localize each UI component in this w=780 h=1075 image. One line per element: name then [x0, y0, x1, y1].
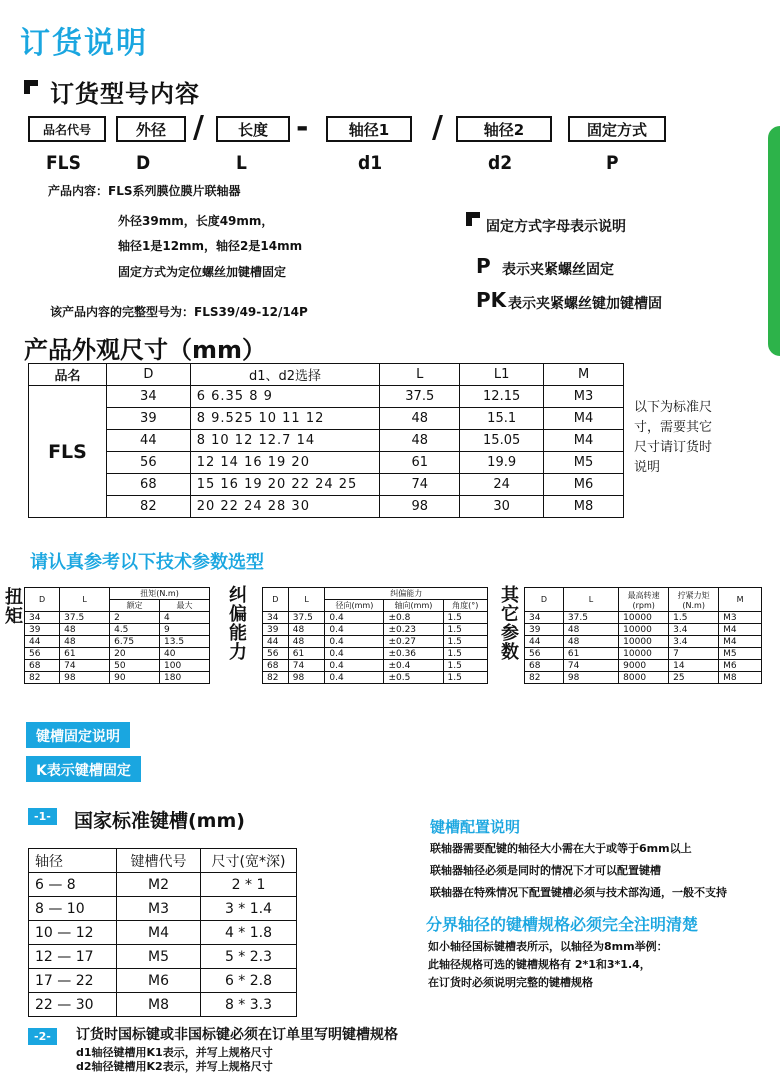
- key-cell: 22 — 30: [29, 993, 117, 1017]
- field-length: 长度: [216, 116, 290, 142]
- code-d2: d2: [488, 152, 513, 174]
- field-shaft2: 轴径2: [456, 116, 552, 142]
- deviation-cell: 1.5: [443, 648, 488, 660]
- dims-cell: 15.1: [460, 408, 544, 430]
- deviation-cell: 1.5: [443, 672, 488, 684]
- dims-title: 产品外观尺寸（mm）: [24, 336, 267, 364]
- side-note-line: 以下为标准尺: [634, 400, 713, 415]
- other-cell: M8: [719, 672, 762, 684]
- spec-note-line: 如小轴径国标键槽表所示，以轴径为8mm举例：: [428, 940, 668, 953]
- dims-cell: 37.5: [380, 386, 460, 408]
- dims-header: L: [380, 364, 460, 386]
- code-p: P: [606, 152, 619, 174]
- torque-vertical-label: 扭矩: [5, 587, 23, 627]
- deviation-cell: 56: [263, 648, 289, 660]
- step-chip-2: -2-: [28, 1028, 57, 1045]
- spec-note-line: 此轴径规格可选的键槽规格有 2*1和3*1.4，: [428, 958, 651, 971]
- key-cell: 8 * 3.3: [201, 993, 297, 1017]
- other-cell: 14: [669, 660, 719, 672]
- deviation-vertical-label: 纠偏能力: [229, 585, 247, 663]
- deviation-cell: ±0.8: [384, 612, 443, 624]
- torque-cell: 50: [110, 660, 160, 672]
- dims-cell: 56: [106, 452, 190, 474]
- deviation-cell: 0.4: [325, 624, 384, 636]
- deviation-cell: 68: [263, 660, 289, 672]
- deviation-cell: 0.4: [325, 672, 384, 684]
- deviation-cell: 1.5: [443, 660, 488, 672]
- desc-line4: 固定方式为定位螺丝加键槽固定: [118, 265, 287, 279]
- torque-cell: 100: [160, 660, 210, 672]
- other-cell: M3: [719, 612, 762, 624]
- key-cell: 4 * 1.8: [201, 921, 297, 945]
- dims-cell: 12 14 16 19 20: [190, 452, 380, 474]
- key-cell: M3: [117, 897, 201, 921]
- dims-header: d1、d2选择: [190, 364, 380, 386]
- other-cell: 44: [525, 636, 564, 648]
- dims-cell: M3: [544, 386, 624, 408]
- side-note-line: 说明: [634, 460, 661, 475]
- other-cell: 39: [525, 624, 564, 636]
- other-vertical-label: 其它参数: [501, 585, 519, 663]
- dims-cell: 8 10 12 12.7 14: [190, 430, 380, 452]
- key-cell: M6: [117, 969, 201, 993]
- torque-cell: 4.5: [110, 624, 160, 636]
- step-chip-1: -1-: [28, 808, 57, 825]
- other-cell: 98: [563, 672, 618, 684]
- key-cell: 10 — 12: [29, 921, 117, 945]
- key-cell: 5 * 2.3: [201, 945, 297, 969]
- other-cell: 1.5: [669, 612, 719, 624]
- other-cell: 56: [525, 648, 564, 660]
- key-cell: 6 — 8: [29, 873, 117, 897]
- other-cell: 8000: [619, 672, 669, 684]
- legend-p-text: 表示夹紧螺丝固定: [502, 262, 614, 278]
- torque-cell: 48: [60, 636, 110, 648]
- other-cell: 10000: [619, 648, 669, 660]
- dims-cell: 34: [106, 386, 190, 408]
- other-header: 拧紧力矩(N.m): [669, 588, 719, 612]
- side-note-line: 寸，需要其它: [634, 420, 713, 435]
- code-l: L: [236, 152, 247, 174]
- dims-cell: 39: [106, 408, 190, 430]
- other-cell: 34: [525, 612, 564, 624]
- other-cell: 9000: [619, 660, 669, 672]
- field-product-code: 品名代号: [28, 116, 106, 142]
- other-cell: 48: [563, 636, 618, 648]
- deviation-cell: 0.4: [325, 612, 384, 624]
- torque-cell: 180: [160, 672, 210, 684]
- deviation-table: [262, 587, 488, 684]
- other-cell: 10000: [619, 612, 669, 624]
- dims-header: 品名: [29, 364, 107, 386]
- other-cell: M6: [719, 660, 762, 672]
- deviation-cell: 34: [263, 612, 289, 624]
- footer-line2: d1轴径键槽用K1表示，并写上规格尺寸: [76, 1046, 273, 1059]
- deviation-cell: ±0.5: [384, 672, 443, 684]
- dims-cell: 8 9.525 10 11 12: [190, 408, 380, 430]
- torque-cell: 98: [60, 672, 110, 684]
- other-cell: 10000: [619, 624, 669, 636]
- dims-cell: 82: [106, 496, 190, 518]
- deviation-cell: 0.4: [325, 648, 384, 660]
- separator-slash: /: [432, 110, 443, 145]
- deviation-header: 轴向(mm): [384, 600, 443, 612]
- desc-line3: 轴径1是12mm，轴径2是14mm: [118, 239, 303, 253]
- dims-cell: 74: [380, 474, 460, 496]
- key-cell: M2: [117, 873, 201, 897]
- other-cell: 37.5: [563, 612, 618, 624]
- key-config-line: 联轴器轴径必须是同时的情况下才可以配置键槽: [430, 864, 661, 877]
- torque-cell: 34: [25, 612, 60, 624]
- torque-cell: 48: [60, 624, 110, 636]
- key-cell: 2 * 1: [201, 873, 297, 897]
- dims-cell: 24: [460, 474, 544, 496]
- other-cell: 10000: [619, 636, 669, 648]
- key-cell: M4: [117, 921, 201, 945]
- deviation-cell: 82: [263, 672, 289, 684]
- dims-cell: 68: [106, 474, 190, 496]
- dims-cell: 20 22 24 28 30: [190, 496, 380, 518]
- deviation-cell: ±0.36: [384, 648, 443, 660]
- key-config-line: 联轴器需要配键的轴径大小需在大于或等于6mm以上: [430, 842, 692, 855]
- other-cell: 3.4: [669, 636, 719, 648]
- key-cell: M8: [117, 993, 201, 1017]
- deviation-header: D: [263, 588, 289, 612]
- torque-cell: 2: [110, 612, 160, 624]
- dims-cell: M5: [544, 452, 624, 474]
- key-config-line: 联轴器在特殊情况下配置键槽必须与技术部沟通，一般不支持: [430, 886, 727, 899]
- dims-header: M: [544, 364, 624, 386]
- footer-line3: d2轴径键槽用K2表示，并写上规格尺寸: [76, 1060, 273, 1073]
- dims-cell: 48: [380, 408, 460, 430]
- other-header: 最高转速(rpm): [619, 588, 669, 612]
- key-header: 键槽代号: [117, 849, 201, 873]
- torque-cell: 4: [160, 612, 210, 624]
- deviation-cell: 39: [263, 624, 289, 636]
- torque-header: 额定: [110, 600, 160, 612]
- key-header: 轴径: [29, 849, 117, 873]
- side-note-line: 尺寸请订货时: [634, 440, 713, 455]
- torque-cell: 13.5: [160, 636, 210, 648]
- torque-cell: 90: [110, 672, 160, 684]
- full-model-text: 该产品内容的完整型号为：FLS39/49-12/14P: [50, 305, 308, 319]
- dims-header: L1: [460, 364, 544, 386]
- code-d: D: [136, 152, 151, 174]
- deviation-cell: ±0.23: [384, 624, 443, 636]
- other-cell: 68: [525, 660, 564, 672]
- dims-product-cell: FLS: [29, 386, 107, 518]
- code-d1: d1: [358, 152, 383, 174]
- dims-cell: 61: [380, 452, 460, 474]
- torque-group-header: 扭矩(N.m): [110, 588, 210, 600]
- torque-header: 最大: [160, 600, 210, 612]
- key-cell: 8 — 10: [29, 897, 117, 921]
- side-note: [634, 398, 734, 478]
- dims-cell: M8: [544, 496, 624, 518]
- other-header: M: [719, 588, 762, 612]
- torque-cell: 74: [60, 660, 110, 672]
- torque-cell: 61: [60, 648, 110, 660]
- deviation-cell: ±0.4: [384, 660, 443, 672]
- desc-line2: 外径39mm，长度49mm，: [118, 214, 274, 228]
- field-fixing: 固定方式: [568, 116, 666, 142]
- deviation-cell: 74: [288, 660, 325, 672]
- key-config-title: 键槽配置说明: [430, 818, 521, 836]
- torque-cell: 44: [25, 636, 60, 648]
- torque-cell: 20: [110, 648, 160, 660]
- torque-table: [24, 587, 210, 684]
- torque-cell: 82: [25, 672, 60, 684]
- legend-pk-letter: PK: [476, 288, 507, 312]
- std-keyway-title: 国家标准键槽(mm): [74, 810, 245, 832]
- other-cell: M4: [719, 636, 762, 648]
- dims-cell: 30: [460, 496, 544, 518]
- deviation-header: L: [288, 588, 325, 612]
- spec-note-title: 分界轴径的键槽规格必须完全注明清楚: [426, 915, 699, 934]
- deviation-cell: 61: [288, 648, 325, 660]
- deviation-cell: 44: [263, 636, 289, 648]
- dims-cell: M4: [544, 408, 624, 430]
- ref-title: 请认真参考以下技术参数选型: [30, 552, 264, 573]
- deviation-header: 径向(mm): [325, 600, 384, 612]
- green-edge-bar: [768, 126, 780, 356]
- key-header: 尺寸(宽*深): [201, 849, 297, 873]
- dims-cell: 12.15: [460, 386, 544, 408]
- other-header: D: [525, 588, 564, 612]
- spec-note-line: 在订货时必须说明完整的键槽规格: [428, 976, 593, 989]
- corner-mark-icon: [466, 212, 480, 226]
- deviation-group-header: 纠偏能力: [325, 588, 488, 600]
- torque-header: D: [25, 588, 60, 612]
- other-header: L: [563, 588, 618, 612]
- torque-cell: 37.5: [60, 612, 110, 624]
- desc-line1: 产品内容：FLS系列膜位膜片联轴器: [48, 184, 241, 198]
- other-cell: 25: [669, 672, 719, 684]
- model-section-title: 订货型号内容: [50, 80, 200, 108]
- deviation-cell: 1.5: [443, 624, 488, 636]
- deviation-header: 角度(°): [443, 600, 488, 612]
- key-cell: 3 * 1.4: [201, 897, 297, 921]
- code-fls: FLS: [46, 152, 81, 174]
- other-cell: M5: [719, 648, 762, 660]
- legend-p-letter: P: [476, 254, 491, 278]
- dims-cell: 15.05: [460, 430, 544, 452]
- other-cell: M4: [719, 624, 762, 636]
- footer-line1: 订货时国标键或非国标键必须在订单里写明键槽规格: [76, 1027, 398, 1043]
- key-cell: 12 — 17: [29, 945, 117, 969]
- torque-cell: 68: [25, 660, 60, 672]
- torque-cell: 6.75: [110, 636, 160, 648]
- other-cell: 74: [563, 660, 618, 672]
- corner-mark-icon: [24, 80, 38, 94]
- dims-table: [28, 363, 624, 518]
- key-cell: 6 * 2.8: [201, 969, 297, 993]
- torque-cell: 56: [25, 648, 60, 660]
- deviation-cell: 1.5: [443, 636, 488, 648]
- legend-pk-text: 表示夹紧螺丝键加键槽固: [508, 296, 662, 312]
- deviation-cell: ±0.27: [384, 636, 443, 648]
- keyway-badge: 键槽固定说明: [26, 722, 130, 748]
- deviation-cell: 98: [288, 672, 325, 684]
- fixing-legend-title: 固定方式字母表示说明: [486, 219, 626, 235]
- other-params-table: [524, 587, 762, 684]
- dims-cell: 6 6.35 8 9: [190, 386, 380, 408]
- deviation-cell: 0.4: [325, 660, 384, 672]
- key-cell: M5: [117, 945, 201, 969]
- keyway-table: [28, 848, 297, 1017]
- other-cell: 48: [563, 624, 618, 636]
- separator-slash: /: [193, 110, 204, 145]
- deviation-cell: 1.5: [443, 612, 488, 624]
- page-title: 订货说明: [20, 26, 148, 61]
- dims-cell: 44: [106, 430, 190, 452]
- dims-cell: M4: [544, 430, 624, 452]
- other-cell: 3.4: [669, 624, 719, 636]
- deviation-cell: 48: [288, 636, 325, 648]
- deviation-cell: 0.4: [325, 636, 384, 648]
- other-cell: 61: [563, 648, 618, 660]
- separator-dash: -: [296, 110, 309, 145]
- other-cell: 7: [669, 648, 719, 660]
- dims-cell: 15 16 19 20 22 24 25: [190, 474, 380, 496]
- dims-cell: 98: [380, 496, 460, 518]
- dims-cell: 48: [380, 430, 460, 452]
- torque-cell: 39: [25, 624, 60, 636]
- torque-cell: 9: [160, 624, 210, 636]
- dims-header: D: [106, 364, 190, 386]
- other-cell: 82: [525, 672, 564, 684]
- field-shaft1: 轴径1: [326, 116, 412, 142]
- torque-header: L: [60, 588, 110, 612]
- deviation-cell: 37.5: [288, 612, 325, 624]
- deviation-cell: 48: [288, 624, 325, 636]
- k-badge: K表示键槽固定: [26, 756, 141, 782]
- torque-cell: 40: [160, 648, 210, 660]
- key-cell: 17 — 22: [29, 969, 117, 993]
- dims-cell: 19.9: [460, 452, 544, 474]
- field-outer-diameter: 外径: [116, 116, 186, 142]
- dims-cell: M6: [544, 474, 624, 496]
